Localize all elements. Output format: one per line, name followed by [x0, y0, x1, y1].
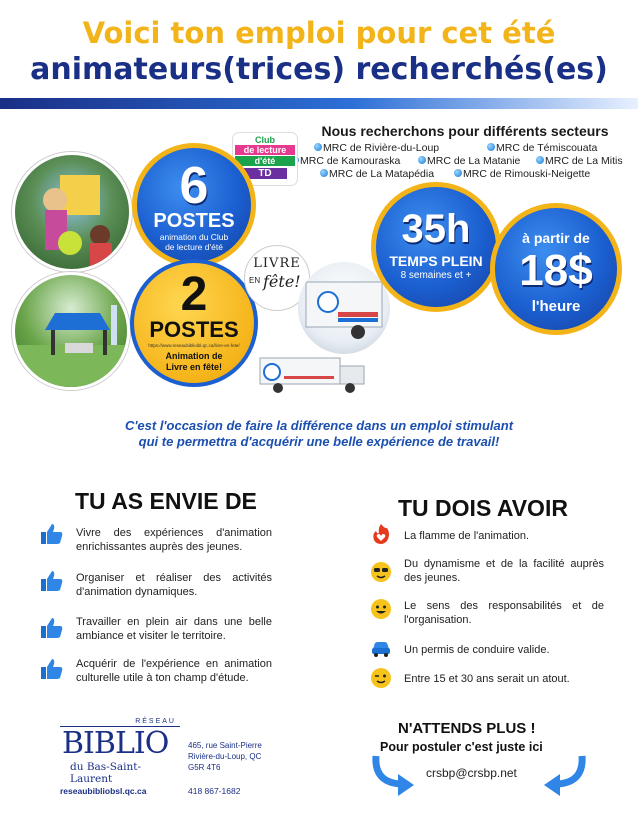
- flame-heart-icon: [370, 523, 392, 550]
- sector-item: MRC de La Matanie: [418, 155, 520, 167]
- apply-email-link[interactable]: crsbp@crsbp.net: [426, 766, 517, 780]
- sector-item: MRC de La Matapédia: [320, 168, 434, 180]
- sector-item: MRC de Kamouraska: [291, 155, 400, 167]
- address-block: 465, rue Saint-Pierre Rivière-du-Loup, QC G5R 4T6: [188, 741, 262, 772]
- bullet-dot-icon: [454, 169, 462, 177]
- sector-item: MRC de Témiscouata: [487, 142, 597, 154]
- envie-item: Vivre des expériences d'animation enrichissantes auprès des jeunes.: [76, 527, 272, 553]
- avoir-list: La flamme de l'animation. Du dynamisme et de la facilité auprès des jeunes. Le sens des responsabilités et de l'organisation. Un permis de conduire valide. Entre 15 et 30 ans serait un atout.: [370, 520, 610, 700]
- headline-main: animateurs(trices) recherchés(es): [30, 52, 608, 87]
- tent-outdoor-photo: [12, 272, 130, 390]
- bullet-dot-icon: [418, 156, 426, 164]
- hours-circle: 35h TEMPS PLEIN 8 semaines et +: [371, 182, 501, 312]
- envie-item: Acquérir de l'expérience en animation culturelle utile à ton champ d'étude.: [76, 658, 272, 684]
- bullet-dot-icon: [536, 156, 544, 164]
- apply-heading: N'ATTENDS PLUS !: [398, 720, 536, 737]
- thumbs-up-icon: [40, 616, 64, 645]
- envie-heading: TU AS ENVIE DE: [75, 488, 257, 514]
- sector-item: MRC de La Mitis: [536, 155, 623, 167]
- bullet-dot-icon: [487, 143, 495, 151]
- sector-item: MRC de Rivière-du-Loup: [314, 142, 439, 154]
- sectors-heading: Nous recherchons pour différents secteurs: [321, 123, 609, 139]
- livre-en-fete-logo: LIVRE EN fête!: [244, 245, 310, 311]
- wink-face-icon: [370, 667, 392, 694]
- headline-top: Voici ton emploi pour cet été: [82, 16, 556, 50]
- wage-amount: 18$: [519, 246, 593, 295]
- sector-item: MRC de Rimouski-Neigette: [454, 168, 590, 180]
- car-icon: [370, 637, 392, 664]
- thumbs-up-icon: [40, 657, 64, 686]
- wage-circle: à partir de 18$ l'heure: [490, 203, 622, 335]
- curved-arrow-left-icon: [542, 754, 588, 803]
- hours-number: 35h: [401, 207, 471, 251]
- hours-label: TEMPS PLEIN: [389, 253, 483, 269]
- smile-face-icon: [370, 598, 392, 625]
- avoir-heading: TU DOIS AVOIR: [398, 495, 568, 521]
- thumbs-up-icon: [40, 522, 64, 551]
- curved-arrow-right-icon: [370, 754, 416, 803]
- van-photo: [252, 348, 374, 396]
- apply-subheading: Pour postuler c'est juste ici: [380, 740, 543, 754]
- header-divider: [0, 98, 638, 109]
- postes-2-circle: 2 POSTES https://www.reseaubiblioibl.qc.ca/livre-en-fete/ Animation de Livre en fête!: [130, 259, 258, 387]
- envie-item: Travailler en plein air dans une belle ambiance et visiter le territoire.: [76, 616, 272, 642]
- postes-6-circle: 6 POSTES animation du Club de lecture d'été: [132, 143, 256, 267]
- livre-en-fete-url: https://www.reseaubiblioibl.qc.ca/livre-en-fete/: [148, 343, 240, 348]
- postes-6-label: POSTES: [153, 210, 235, 232]
- tagline: C'est l'occasion de faire la différence dans un emploi stimulant qui te permettra d'acquérir une belle expérience de travail!: [124, 418, 514, 449]
- phone-number: 418 867-1682: [188, 786, 241, 796]
- bullet-dot-icon: [320, 169, 328, 177]
- reseau-biblio-logo: RÉSEAU BIBLIO du Bas-Saint-Laurent: [60, 718, 180, 778]
- kids-activity-photo: [12, 152, 132, 272]
- postes-6-number: 6: [179, 157, 209, 215]
- envie-item: Organiser et réaliser des activités d'animation dynamiques.: [76, 572, 272, 598]
- postes-2-number: 2: [180, 268, 208, 321]
- thumbs-up-icon: [40, 569, 64, 598]
- website-link[interactable]: reseaubibliobsl.qc.ca: [60, 786, 147, 796]
- bullet-dot-icon: [314, 143, 322, 151]
- club-lecture-badge: Club de lecture d'été TD: [233, 133, 297, 185]
- postes-2-label: POSTES: [149, 317, 239, 342]
- cool-face-icon: [370, 561, 392, 588]
